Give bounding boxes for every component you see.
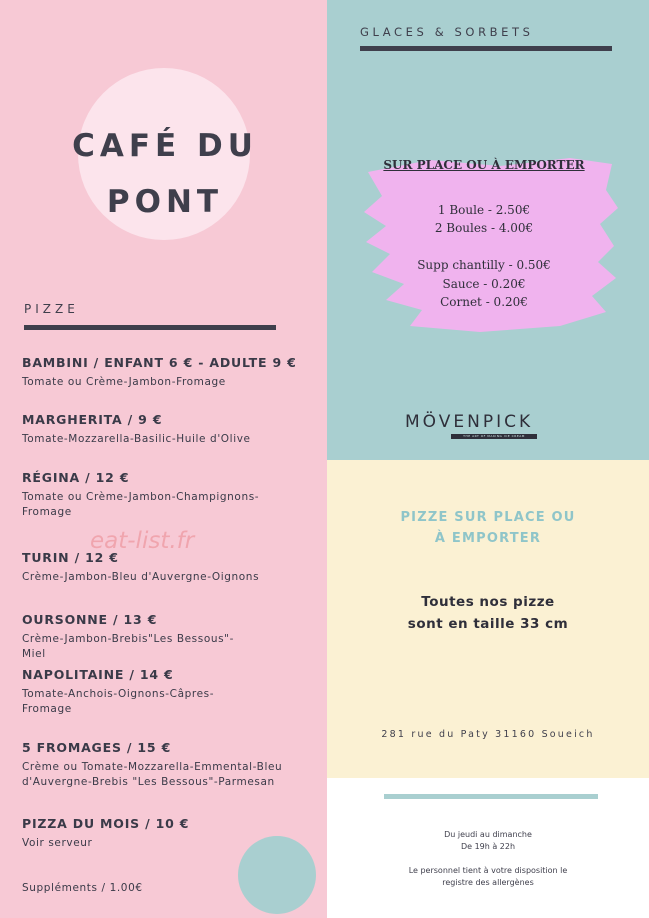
pizze-takeaway-line: PIZZE SUR PLACE OU [400, 510, 576, 525]
title-line-1: CAFÉ DU [72, 128, 258, 164]
movenpick-tagline: THE ART OF MAKING ICE CREAM [451, 434, 537, 439]
pizza-name: BAMBINI / ENFANT 6 € - ADULTE 9 € [22, 355, 297, 370]
pizza-name: OURSONNE / 13 € [22, 612, 158, 627]
pizza-desc: Voir serveur [22, 837, 93, 849]
pizza-name: PIZZA DU MOIS / 10 € [22, 816, 190, 831]
pizza-item [22, 470, 317, 520]
pizza-item [22, 355, 317, 390]
hours-line: Du jeudi au dimanche [444, 830, 532, 839]
pizza-item [22, 740, 317, 790]
pizza-desc: Tomate ou Crème-Jambon-Fromage [22, 376, 226, 388]
pizza-desc: Crème-Jambon-Bleu d'Auvergne-Oignons [22, 571, 260, 583]
pizza-name: 5 FROMAGES / 15 € [22, 740, 172, 755]
pizza-item [22, 412, 317, 447]
ice-price-line: 1 Boule - 2.50€ [437, 203, 531, 217]
pizza-desc: Crème-Jambon-Brebis"Les Bessous"- Miel [22, 633, 234, 660]
size-note-line: sont en taille 33 cm [407, 616, 569, 632]
ice-takeaway-heading: SUR PLACE OU À EMPORTER [383, 158, 585, 172]
supplements-note: Suppléments / 1.00€ [22, 882, 143, 894]
pizza-desc: Tomate-Anchois-Oignons-Câpres- Fromage [22, 688, 215, 715]
pizza-desc: Tomate-Mozzarella-Basilic-Huile d'Olive [22, 433, 251, 445]
pizze-section-label: PIZZE [24, 302, 79, 316]
movenpick-logo: MÖVENPICK [405, 412, 534, 432]
glaces-divider [360, 46, 612, 51]
watermark: eat-list.fr [90, 528, 195, 554]
restaurant-title [40, 118, 290, 230]
decor-circle [238, 836, 316, 914]
pizza-name: MARGHERITA / 9 € [22, 412, 163, 427]
hours-line: De 19h à 22h [460, 842, 516, 851]
title-line-2: PONT [106, 184, 224, 220]
pizza-item [22, 667, 317, 717]
size-note-line: Toutes nos pizze [421, 594, 555, 610]
pizze-divider [24, 325, 276, 330]
pizza-name: RÉGINA / 12 € [22, 470, 130, 485]
pizza-name: TURIN / 12 € [22, 550, 119, 565]
ice-price-line: 2 Boules - 4.00€ [434, 221, 534, 235]
pizze-takeaway-line: À EMPORTER [434, 531, 542, 546]
hours-divider [384, 794, 598, 799]
pizza-desc: Tomate ou Crème-Jambon-Champignons- Fromage [22, 491, 260, 518]
allergens-line: Le personnel tient à votre disposition le [408, 866, 568, 875]
ice-price-line: Cornet - 0.20€ [440, 295, 528, 309]
address: 281 rue du Paty 31160 Soueich [381, 729, 595, 740]
ice-price-line: Sauce - 0.20€ [442, 277, 526, 291]
ice-price-line: Supp chantilly - 0.50€ [417, 258, 551, 272]
pizza-desc: Crème ou Tomate-Mozzarella-Emmental-Bleu d'Auvergne-Brebis "Les Bessous"-Parmesan [22, 761, 283, 788]
pizza-item [22, 612, 317, 662]
glaces-section-label: GLACES & SORBETS [360, 25, 534, 39]
pizza-name: NAPOLITAINE / 14 € [22, 667, 174, 682]
allergens-line: registre des allergènes [442, 878, 534, 887]
pizza-item [22, 550, 317, 585]
